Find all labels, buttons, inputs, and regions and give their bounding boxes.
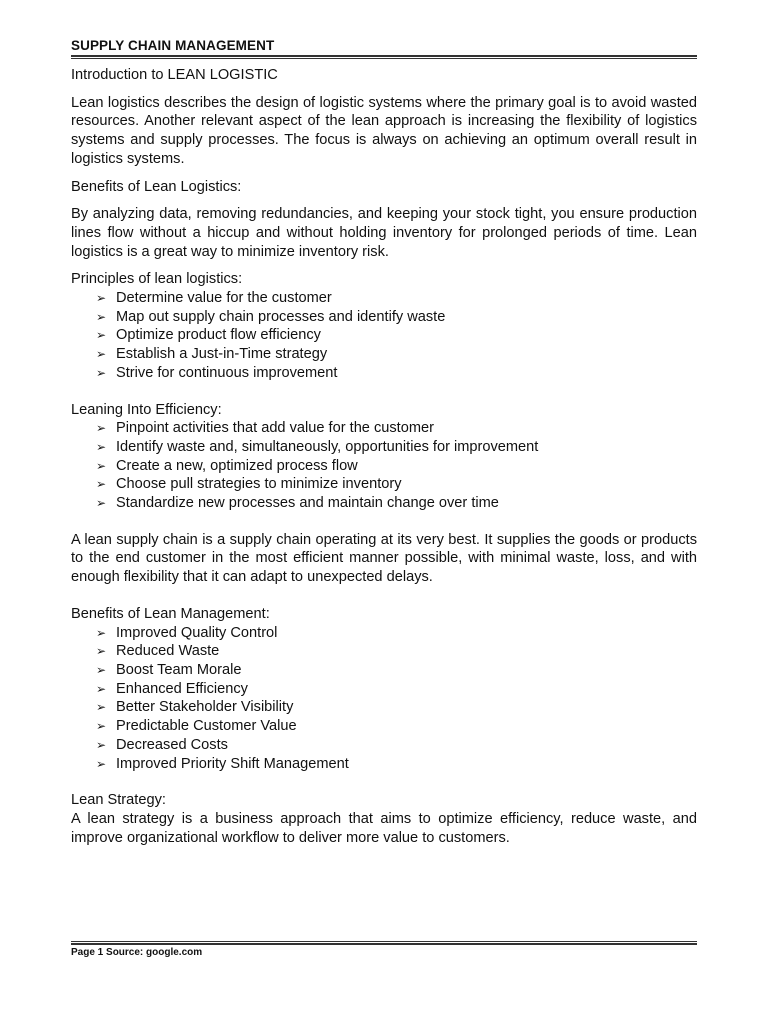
arrow-bullet-icon: ➢ xyxy=(96,365,107,380)
intro-paragraph: Lean logistics describes the design of logistic systems where the primary goal is to avoid wasted resources. Another relevant aspect of the lean approach is increasing the flexibility of logistics systems and supply processes. The focus is always on achieving an optimum overall result in logistics systems. xyxy=(71,94,697,167)
arrow-bullet-icon: ➢ xyxy=(96,347,107,362)
principles-list xyxy=(71,289,697,383)
arrow-bullet-icon: ➢ xyxy=(96,719,107,734)
list-item: ➢ Reduced Waste xyxy=(96,643,220,660)
arrow-bullet-icon: ➢ xyxy=(96,458,107,473)
arrow-bullet-icon: ➢ xyxy=(96,681,107,696)
list-item: ➢ Create a new, optimized process flow xyxy=(96,457,358,474)
benefits-logistics-paragraph: By analyzing data, removing redundancies, and keeping your stock tight, you ensure production lines flow without a hiccup and without holding inventory for prolonged periods of time. Lean logistics is a great way to minimize inventory risk. xyxy=(71,206,697,260)
arrow-bullet-icon: ➢ xyxy=(96,328,107,343)
list-item: ➢ Establish a Just-in-Time strategy xyxy=(96,346,328,363)
list-item: ➢ Map out supply chain processes and identify waste xyxy=(96,308,446,325)
document-body xyxy=(71,66,697,847)
arrow-bullet-icon: ➢ xyxy=(96,756,107,771)
list-item: ➢ Boost Team Morale xyxy=(96,661,242,678)
list-item: ➢ Identify waste and, simultaneously, opportunities for improvement xyxy=(96,438,539,455)
list-item: ➢ Pinpoint activities that add value for the customer xyxy=(96,420,434,437)
list-item: ➢ Choose pull strategies to minimize inventory xyxy=(96,476,402,493)
arrow-bullet-icon: ➢ xyxy=(96,421,107,436)
arrow-bullet-icon: ➢ xyxy=(96,496,107,511)
arrow-bullet-icon: ➢ xyxy=(96,439,107,454)
arrow-bullet-icon: ➢ xyxy=(96,309,107,324)
header-divider xyxy=(71,55,697,59)
efficiency-heading: Leaning Into Efficiency: xyxy=(71,401,222,418)
list-item: ➢ Strive for continuous improvement xyxy=(96,364,338,381)
list-item: ➢ Predictable Customer Value xyxy=(96,718,297,735)
strategy-paragraph: A lean strategy is a business approach that aims to optimize efficiency, reduce waste, and improve organizational workflow to deliver more value to customers. xyxy=(71,810,697,846)
list-item: ➢ Improved Quality Control xyxy=(96,624,278,641)
list-item: ➢ Better Stakeholder Visibility xyxy=(96,699,294,716)
footer-divider xyxy=(71,941,697,945)
list-item: ➢ Optimize product flow efficiency xyxy=(96,327,321,344)
arrow-bullet-icon: ➢ xyxy=(96,737,107,752)
intro-heading: Introduction to LEAN LOGISTIC xyxy=(71,67,278,83)
arrow-bullet-icon: ➢ xyxy=(96,644,107,659)
efficiency-list xyxy=(71,419,697,513)
arrow-bullet-icon: ➢ xyxy=(96,625,107,640)
page-header-title: SUPPLY CHAIN MANAGEMENT xyxy=(71,38,275,53)
principles-heading: Principles of lean logistics: xyxy=(71,271,243,288)
page-footer: Page 1 Source: google.com xyxy=(71,947,203,958)
list-item: ➢ Determine value for the customer xyxy=(96,290,332,307)
arrow-bullet-icon: ➢ xyxy=(96,662,107,677)
arrow-bullet-icon: ➢ xyxy=(96,291,107,306)
list-item: ➢ Enhanced Efficiency xyxy=(96,680,248,697)
list-item: ➢ Decreased Costs xyxy=(96,736,228,753)
list-item: ➢ Standardize new processes and maintain change over time xyxy=(96,495,499,512)
document-page xyxy=(71,0,697,1024)
list-item: ➢ Improved Priority Shift Management xyxy=(96,755,349,772)
benefits-logistics-heading: Benefits of Lean Logistics: xyxy=(71,178,242,195)
arrow-bullet-icon: ➢ xyxy=(96,700,107,715)
lean-supply-chain-paragraph: A lean supply chain is a supply chain operating at its very best. It supplies the goods or products to the end customer in the most efficient manner possible, with minimal waste, loss, and with enough flexibility that it can adapt to unexpected delays. xyxy=(71,531,697,586)
benefits-management-list xyxy=(71,624,697,774)
arrow-bullet-icon: ➢ xyxy=(96,477,107,492)
strategy-heading: Lean Strategy: xyxy=(71,792,166,809)
benefits-management-heading: Benefits of Lean Management: xyxy=(71,605,270,622)
